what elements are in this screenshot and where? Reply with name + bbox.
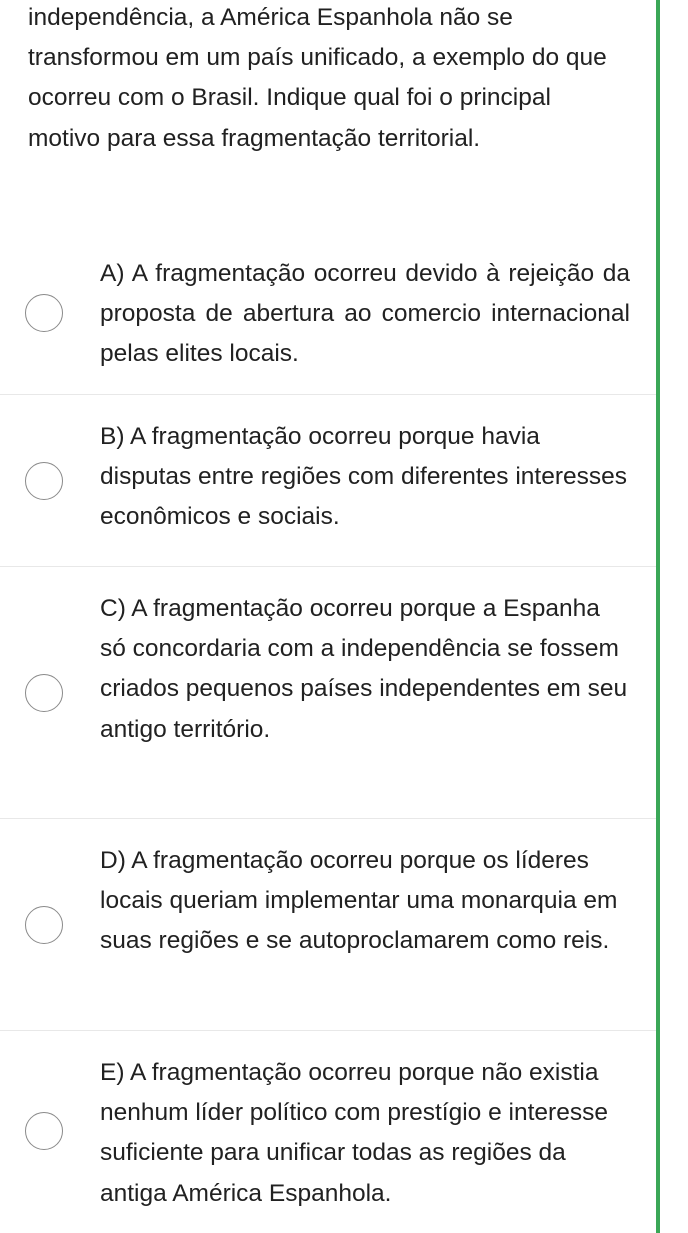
question-text: independência, a América Espanhola não se transformou em um país unificado, a exemplo do que ocorreu com o Brasil. Indique qual foi o principal motivo para essa fragmentação territorial. [28,4,607,152]
radio-button-e[interactable] [25,1112,63,1150]
option-e-text: E) A fragmentação ocorreu porque não existia nenhum líder político com prestígio e interesse suficiente para unificar todas as regiões da antiga América Espanhola. [100,1059,608,1207]
options-list [0,232,656,1231]
option-c[interactable] [0,567,656,819]
radio-button-d[interactable] [25,906,63,944]
radio-button-b[interactable] [25,462,63,500]
option-b-text: B) A fragmentação ocorreu porque havia disputas entre regiões com diferentes interesses econômicos e sociais. [100,423,628,531]
option-e[interactable] [0,1031,656,1231]
option-d-text: D) A fragmentação ocorreu porque os líderes locais queriam implementar uma monarquia em suas regiões e se autoproclamarem como reis. [100,847,618,955]
option-c-text: C) A fragmentação ocorreu porque a Espanha só concordaria com a independência se fossem criados pequenos países independentes em seu antigo território. [100,595,628,743]
option-b[interactable] [0,395,656,567]
option-a[interactable] [0,232,656,395]
radio-button-a[interactable] [25,294,63,332]
radio-button-c[interactable] [25,674,63,712]
option-a-text: A) A fragmentação ocorreu devido à rejeição da proposta de abertura ao comercio internacional pelas elites locais. [100,260,630,368]
accent-side-bar [656,0,660,1233]
option-d[interactable] [0,819,656,1031]
